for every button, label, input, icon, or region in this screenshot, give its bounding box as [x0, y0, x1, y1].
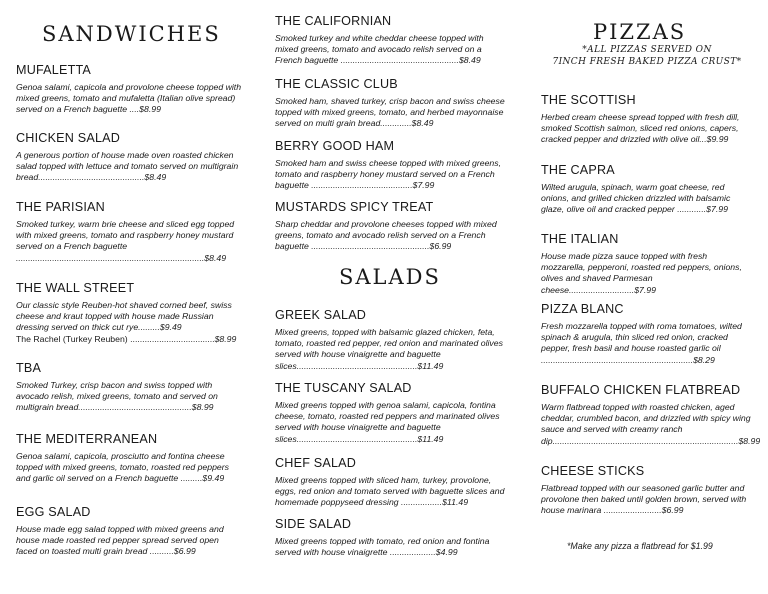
menu-item	[275, 200, 507, 253]
menu-item	[16, 131, 242, 184]
item-price: $11.49	[417, 433, 444, 444]
item-description: Herbed cream cheese spread topped with fresh dill, smoked Scottish salmon, sliced red onions, capers, cracked pepper and drizzled with olive oil...$9.99	[541, 112, 740, 145]
item-description: House made egg salad topped with mixed greens and house made roasted red pepper spread served open faced on toasted multi grain bread ..........$6.99	[16, 524, 224, 557]
item-price: $6.99	[661, 505, 684, 516]
item-description: Mixed greens topped with tomato, red onion and fontina served with house vinaigrette ...................$4.99	[275, 536, 490, 558]
item-description: Smoked turkey and white cheddar cheese topped with mixed greens, tomato and avocado relish served on a French baguette .................................................$8.49	[275, 33, 484, 66]
item-name: THE TUSCANY SALAD	[275, 381, 412, 395]
item-name: THE CALIFORNIAN	[275, 14, 392, 28]
menu-item	[16, 63, 242, 116]
sandwiches-heading: SANDWICHES	[42, 22, 221, 46]
item-name: THE CAPRA	[541, 163, 615, 177]
item-price: $8.29	[693, 354, 715, 365]
item-description: Mixed greens topped with sliced ham, turkey, provolone, eggs, red onion and tomato served with baguette slices and homemade poppyseed dressing .................$11.49	[275, 475, 505, 508]
item-description: Genoa salami, capicola and provolone cheese topped with mixed greens, tomato and mufaletta (Italian olive spread) served on a French baguette ....$8.99	[16, 82, 242, 115]
item-name: GREEK SALAD	[275, 308, 367, 322]
menu-item	[541, 163, 753, 216]
menu-item	[275, 77, 507, 130]
item-price: $8.49	[458, 55, 481, 66]
menu-item	[541, 232, 753, 296]
flatbread-note: *Make any pizza a flatbread for $1.99	[567, 541, 713, 551]
item-price: $4.99	[435, 547, 458, 558]
item-description: Genoa salami, capicola, prosciutto and fontina cheese topped with mixed greens, tomato, roasted red peppers and garlic oil served on a French baguette .........$9.49	[16, 451, 229, 484]
item-name: THE CLASSIC CLUB	[275, 77, 398, 91]
item-price: $8.49	[144, 172, 167, 183]
item-description: Mixed greens, topped with balsamic glazed chicken, feta, tomato, roasted red pepper, red onion and marinated olives served with house vinaigrette and baguette slices..................................................$11.49	[275, 327, 503, 371]
item-description: A generous portion of house made oven roasted chicken salad topped with lettuce and tomato served on multigrain bread............................................$8.49	[16, 150, 239, 183]
item-price: $11.49	[417, 360, 444, 371]
menu-item	[275, 456, 507, 509]
item-price: $7.99	[706, 204, 728, 215]
menu-item	[16, 505, 242, 558]
item-description: Smoked ham, shaved turkey, crisp bacon and swiss cheese topped with mixed greens, tomato, and herbed mayonnaise served on multi grain bread.............$8.49	[275, 96, 505, 129]
item-description: Wilted arugula, spinach, warm goat cheese, red onions, and grilled chicken drizzled with balsamic glaze, olive oil and cracked pepper ............$7.99	[541, 182, 731, 215]
menu-item	[16, 200, 242, 264]
item-description: Mixed greens topped with genoa salami, capicola, fontina cheese, tomato, roasted red peppers and marinated olives served with house vinaigrette and baguette slices..................................................$11.49	[275, 400, 500, 444]
item-price: $11.49	[442, 497, 469, 508]
item-description: Our classic style Reuben-hot shaved corned beef, swiss cheese and kraut topped with house made Russian dressing served on thick cut rye.........$9.49	[16, 300, 232, 333]
item-price: $9.49	[159, 322, 182, 333]
menu-item	[275, 381, 507, 445]
item-name: MUFALETTA	[16, 63, 92, 77]
item-description: Smoked turkey, warm brie cheese and sliced egg topped with mixed greens, tomato and raspberry honey mustard served on a French baguette ..............................................................................$8.49	[16, 219, 235, 263]
item-name: THE MEDITERRANEAN	[16, 432, 158, 446]
item-description: Smoked Turkey, crisp bacon and swiss topped with avocado relish, mixed greens, tomato and served on multigrain bread...............................................$8.99	[16, 380, 218, 413]
menu-item	[541, 302, 753, 366]
item-name: THE ITALIAN	[541, 232, 619, 246]
item-name: BERRY GOOD HAM	[275, 139, 395, 153]
salads-heading: SALADS	[339, 265, 441, 289]
item-description: Flatbread topped with our seasoned garlic butter and provolone then baked until golden brown, served with house marinara ........................$6.99	[541, 483, 747, 516]
item-price: $9.49	[202, 473, 225, 484]
pizzas-heading: PIZZAS	[593, 20, 687, 44]
item-description: Warm flatbread topped with roasted chicken, aged cheddar, crumbled bacon, and drizzled with spicy wing sauce and served with creamy ranch dip.............................................................................$8.99	[541, 402, 761, 446]
item-price: $8.99	[191, 402, 214, 413]
item-price: $6.99	[173, 546, 196, 557]
item-price: $7.99	[634, 284, 656, 295]
item-name: THE WALL STREET	[16, 281, 135, 295]
item-description: Smoked ham and swiss cheese topped with mixed greens, tomato and raspberry honey mustard served on a French baguette ..........................................$7.99	[275, 158, 501, 191]
item-price: $7.99	[412, 180, 435, 191]
item-name: CHEF SALAD	[275, 456, 357, 470]
menu-item	[275, 14, 507, 67]
item-price: $8.99	[738, 435, 761, 446]
item-description: Fresh mozzarella topped with roma tomatoes, wilted spinach & arugula, thin sliced red onion, cracked pepper, fresh basil and house roasted garlic oil ...............................................................$8.29	[541, 321, 742, 365]
menu-item	[16, 432, 242, 485]
item-name: TBA	[16, 361, 42, 375]
item-price: $8.49	[204, 252, 227, 263]
item-description: Sharp cheddar and provolone cheeses topped with mixed greens, tomato and avocado relish served on a French baguette .................................................$6.99	[275, 219, 497, 252]
menu-item	[541, 383, 761, 447]
menu-item	[541, 464, 753, 517]
item-price: $9.99	[706, 134, 729, 145]
item-name: PIZZA BLANC	[541, 302, 624, 316]
menu-item	[541, 93, 753, 146]
menu-item	[275, 308, 507, 372]
item-name: THE PARISIAN	[16, 200, 105, 214]
menu-item	[16, 281, 242, 345]
item-price: $8.49	[411, 118, 434, 129]
pizzas-subtitle-line1: *ALL PIZZAS SERVED ON	[582, 45, 712, 55]
item-description: House made pizza sauce topped with fresh mozzarella, pepperoni, roasted red peppers, onions, olives and shaved Parmesan cheese...........................$7.99	[541, 251, 742, 295]
item-name: MUSTARDS SPICY TREAT	[275, 200, 434, 214]
menu-item	[275, 139, 507, 192]
pizzas-subtitle-line2: 7INCH FRESH BAKED PIZZA CRUST*	[552, 57, 742, 67]
menu-item	[16, 361, 242, 414]
item-variant-price: $8.99	[214, 333, 237, 344]
item-name: BUFFALO CHICKEN FLATBREAD	[541, 383, 741, 397]
item-variant: The Rachel (Turkey Reuben) ...................................$8.99	[16, 333, 237, 344]
item-name: CHICKEN SALAD	[16, 131, 121, 145]
item-price: $6.99	[429, 241, 452, 252]
item-price: $8.99	[139, 104, 161, 115]
item-name: EGG SALAD	[16, 505, 91, 519]
menu-item	[275, 517, 507, 558]
item-name: CHEESE STICKS	[541, 464, 645, 478]
item-name: SIDE SALAD	[275, 517, 352, 531]
item-name: THE SCOTTISH	[541, 93, 636, 107]
